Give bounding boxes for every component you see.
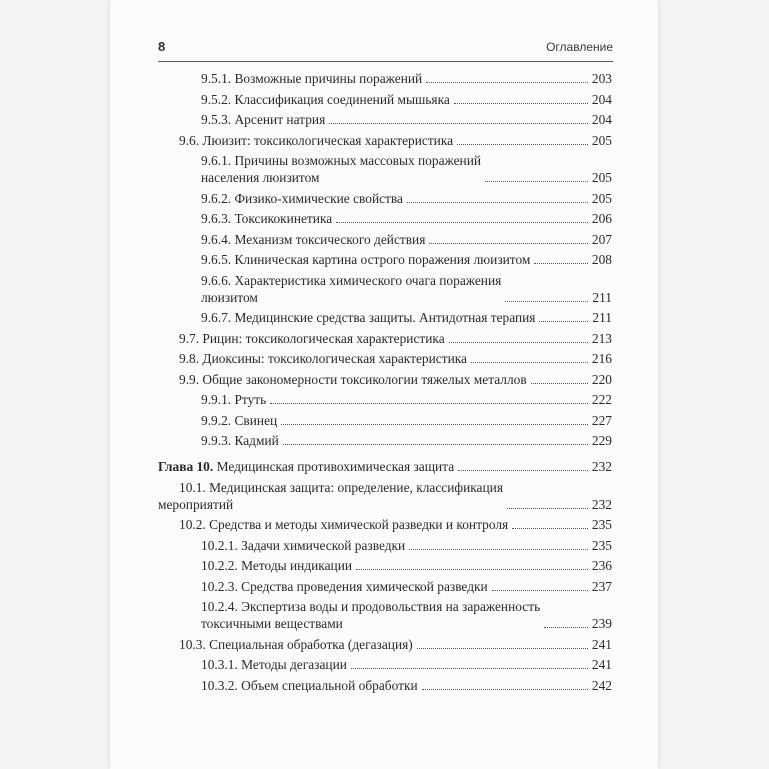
toc-entry-label: 9.9.2. Свинец (201, 412, 278, 428)
toc-entry-page: 239 (591, 616, 612, 631)
dot-leader (454, 102, 588, 104)
toc-entry-page: 220 (591, 371, 612, 387)
toc-entry-page: 204 (591, 112, 612, 127)
toc-entry-label: 9.5.2. Классификация соединений мышьяка (201, 91, 450, 107)
toc-entry (158, 91, 612, 108)
toc-entry (158, 636, 612, 653)
toc-entry-label: 9.9.3. Кадмий (201, 433, 279, 448)
toc-entry-page: 206 (591, 211, 612, 226)
header-rule (158, 61, 613, 62)
toc-entry (158, 309, 612, 326)
toc-entry (158, 677, 612, 694)
toc-entry-label-line1: 9.6.1. Причины возможных массовых поражений (201, 153, 482, 168)
dot-leader (429, 242, 588, 244)
toc-entry-label (158, 458, 454, 475)
dot-leader (422, 688, 588, 690)
toc-entry-label (201, 272, 501, 306)
toc-chapter-entry (158, 458, 612, 475)
toc-entry-page: 213 (591, 330, 612, 346)
dot-leader (270, 402, 588, 404)
toc-entry-label: 10.2.1. Задачи химической разведки (201, 537, 406, 553)
toc-entry-page: 205 (591, 190, 612, 206)
toc-entry-page: 232 (591, 459, 612, 474)
toc-entry-page: 241 (591, 636, 612, 652)
toc-entry-page: 211 (592, 310, 612, 325)
dot-leader (356, 568, 588, 570)
dot-leader (409, 548, 588, 550)
toc-entry-label: 10.3.2. Объем специальной обработки (201, 677, 418, 693)
toc-entry-label: 9.6.3. Токсикокинетика (201, 211, 333, 226)
toc-entry-label: 10.2.2. Методы индикации (201, 558, 353, 573)
toc-entry-label: 9.9.1. Ртуть (201, 392, 267, 407)
toc-entry (158, 152, 612, 186)
page-number: 8 (158, 39, 166, 54)
toc-entry-page: 229 (591, 433, 612, 448)
toc-entry-label: 9.8. Диоксины: токсикологическая характеристика (179, 351, 467, 366)
toc-entry-label-line1: 10.2.4. Экспертиза воды и продовольствия на зараженность (201, 599, 541, 614)
toc-entry (158, 251, 612, 268)
dot-leader (512, 527, 588, 529)
toc-entry-label: 9.6.7. Медицинские средства защиты. Антидотная терапия (201, 310, 536, 325)
toc-entry (158, 132, 612, 149)
toc-entry-page: 241 (591, 657, 612, 672)
toc-entry-label (158, 479, 503, 513)
toc-entry-label-line1: 10.1. Медицинская защита: определение, классификация (179, 479, 503, 495)
toc-entry (158, 231, 612, 248)
toc-entry-label-line2: населения люизитом (201, 170, 320, 185)
toc-entry (158, 656, 612, 673)
toc-entry (158, 412, 612, 429)
dot-leader (492, 589, 588, 591)
toc-entry-page: 207 (591, 231, 612, 247)
toc-entry-label: 10.2. Средства и методы химической разведки и контроля (179, 517, 509, 532)
toc-entry-page: 235 (591, 537, 612, 553)
toc-entry (158, 557, 612, 574)
dot-leader (534, 262, 588, 264)
toc-entry-page: 203 (591, 71, 612, 86)
dot-leader (281, 423, 588, 425)
toc-entry (158, 391, 612, 408)
toc-entry (158, 432, 612, 449)
toc-entry (158, 516, 612, 533)
toc-entry (158, 350, 612, 367)
toc-entry-label-line1: 9.6.6. Характеристика химического очага поражения (201, 272, 502, 288)
dot-leader (426, 81, 588, 83)
chapter-title: Медицинская противохимическая защита (216, 459, 455, 474)
toc-entry-label-line2: люизитом (201, 289, 258, 305)
toc-entry-label: 9.7. Рицин: токсикологическая характеристика (179, 330, 445, 346)
toc-entry-label: 9.6.2. Физико-химические свойства (201, 190, 403, 206)
dot-leader (485, 180, 588, 182)
toc-entry (158, 537, 612, 554)
dot-leader (471, 361, 588, 363)
toc-entry-label (201, 598, 540, 632)
dot-leader (507, 507, 588, 509)
toc-entry-page: 235 (591, 517, 612, 532)
toc-entry (158, 272, 612, 306)
dot-leader (449, 341, 588, 343)
toc-entry-label: 9.6.5. Клиническая картина острого поражения люизитом (201, 252, 531, 267)
dot-leader (417, 647, 588, 649)
dot-leader (407, 201, 588, 203)
dot-leader (458, 469, 588, 471)
dot-leader (531, 382, 588, 384)
toc-entry (158, 330, 612, 347)
toc-entry (158, 371, 612, 388)
toc-entry (158, 578, 612, 595)
toc-entry-page: 236 (591, 558, 612, 573)
toc-entry-label: 9.5.1. Возможные причины поражений (201, 71, 423, 86)
chapter-prefix: Глава 10. (158, 459, 214, 474)
toc-entry-label-line2: токсичными веществами (201, 616, 343, 631)
toc-entry-page: 227 (591, 412, 612, 428)
toc-entry-label: 9.6.4. Механизм токсического действия (201, 231, 426, 247)
toc-entry (158, 190, 612, 207)
toc-entry-label: 10.2.3. Средства проведения химической разведки (201, 578, 488, 594)
dot-leader (336, 221, 588, 223)
running-head: Оглавление (546, 40, 613, 54)
toc-entry (158, 111, 612, 128)
table-of-contents (158, 70, 612, 697)
toc-entry-label: 9.9. Общие закономерности токсикологии тяжелых металлов (179, 371, 527, 387)
dot-leader (351, 667, 588, 669)
toc-entry-label: 10.3.1. Методы дегазации (201, 657, 347, 672)
toc-entry-page: 211 (592, 289, 612, 305)
toc-entry-page: 232 (591, 496, 612, 512)
toc-entry-page: 237 (591, 578, 612, 594)
toc-entry-label: 9.5.3. Арсенит натрия (201, 112, 326, 127)
dot-leader (329, 122, 588, 124)
toc-entry (158, 479, 612, 513)
toc-entry-page: 222 (591, 392, 612, 407)
toc-entry (158, 598, 612, 632)
dot-leader (283, 443, 588, 445)
toc-entry (158, 210, 612, 227)
toc-entry-label: 10.3. Специальная обработка (дегазация) (179, 636, 413, 652)
dot-leader (457, 143, 588, 145)
dot-leader (539, 320, 588, 322)
toc-entry (158, 70, 612, 87)
toc-entry-label (201, 152, 481, 186)
toc-entry-label: 9.6. Люизит: токсикологическая характеристика (179, 132, 454, 148)
dot-leader (505, 300, 588, 302)
toc-entry-page: 205 (591, 132, 612, 148)
toc-entry-page: 205 (591, 170, 612, 185)
toc-entry-label-line2: мероприятий (158, 496, 234, 512)
toc-entry-page: 216 (591, 351, 612, 366)
toc-entry-page: 204 (591, 91, 612, 107)
toc-entry-page: 242 (591, 677, 612, 693)
dot-leader (544, 626, 588, 628)
toc-entry-page: 208 (591, 252, 612, 267)
